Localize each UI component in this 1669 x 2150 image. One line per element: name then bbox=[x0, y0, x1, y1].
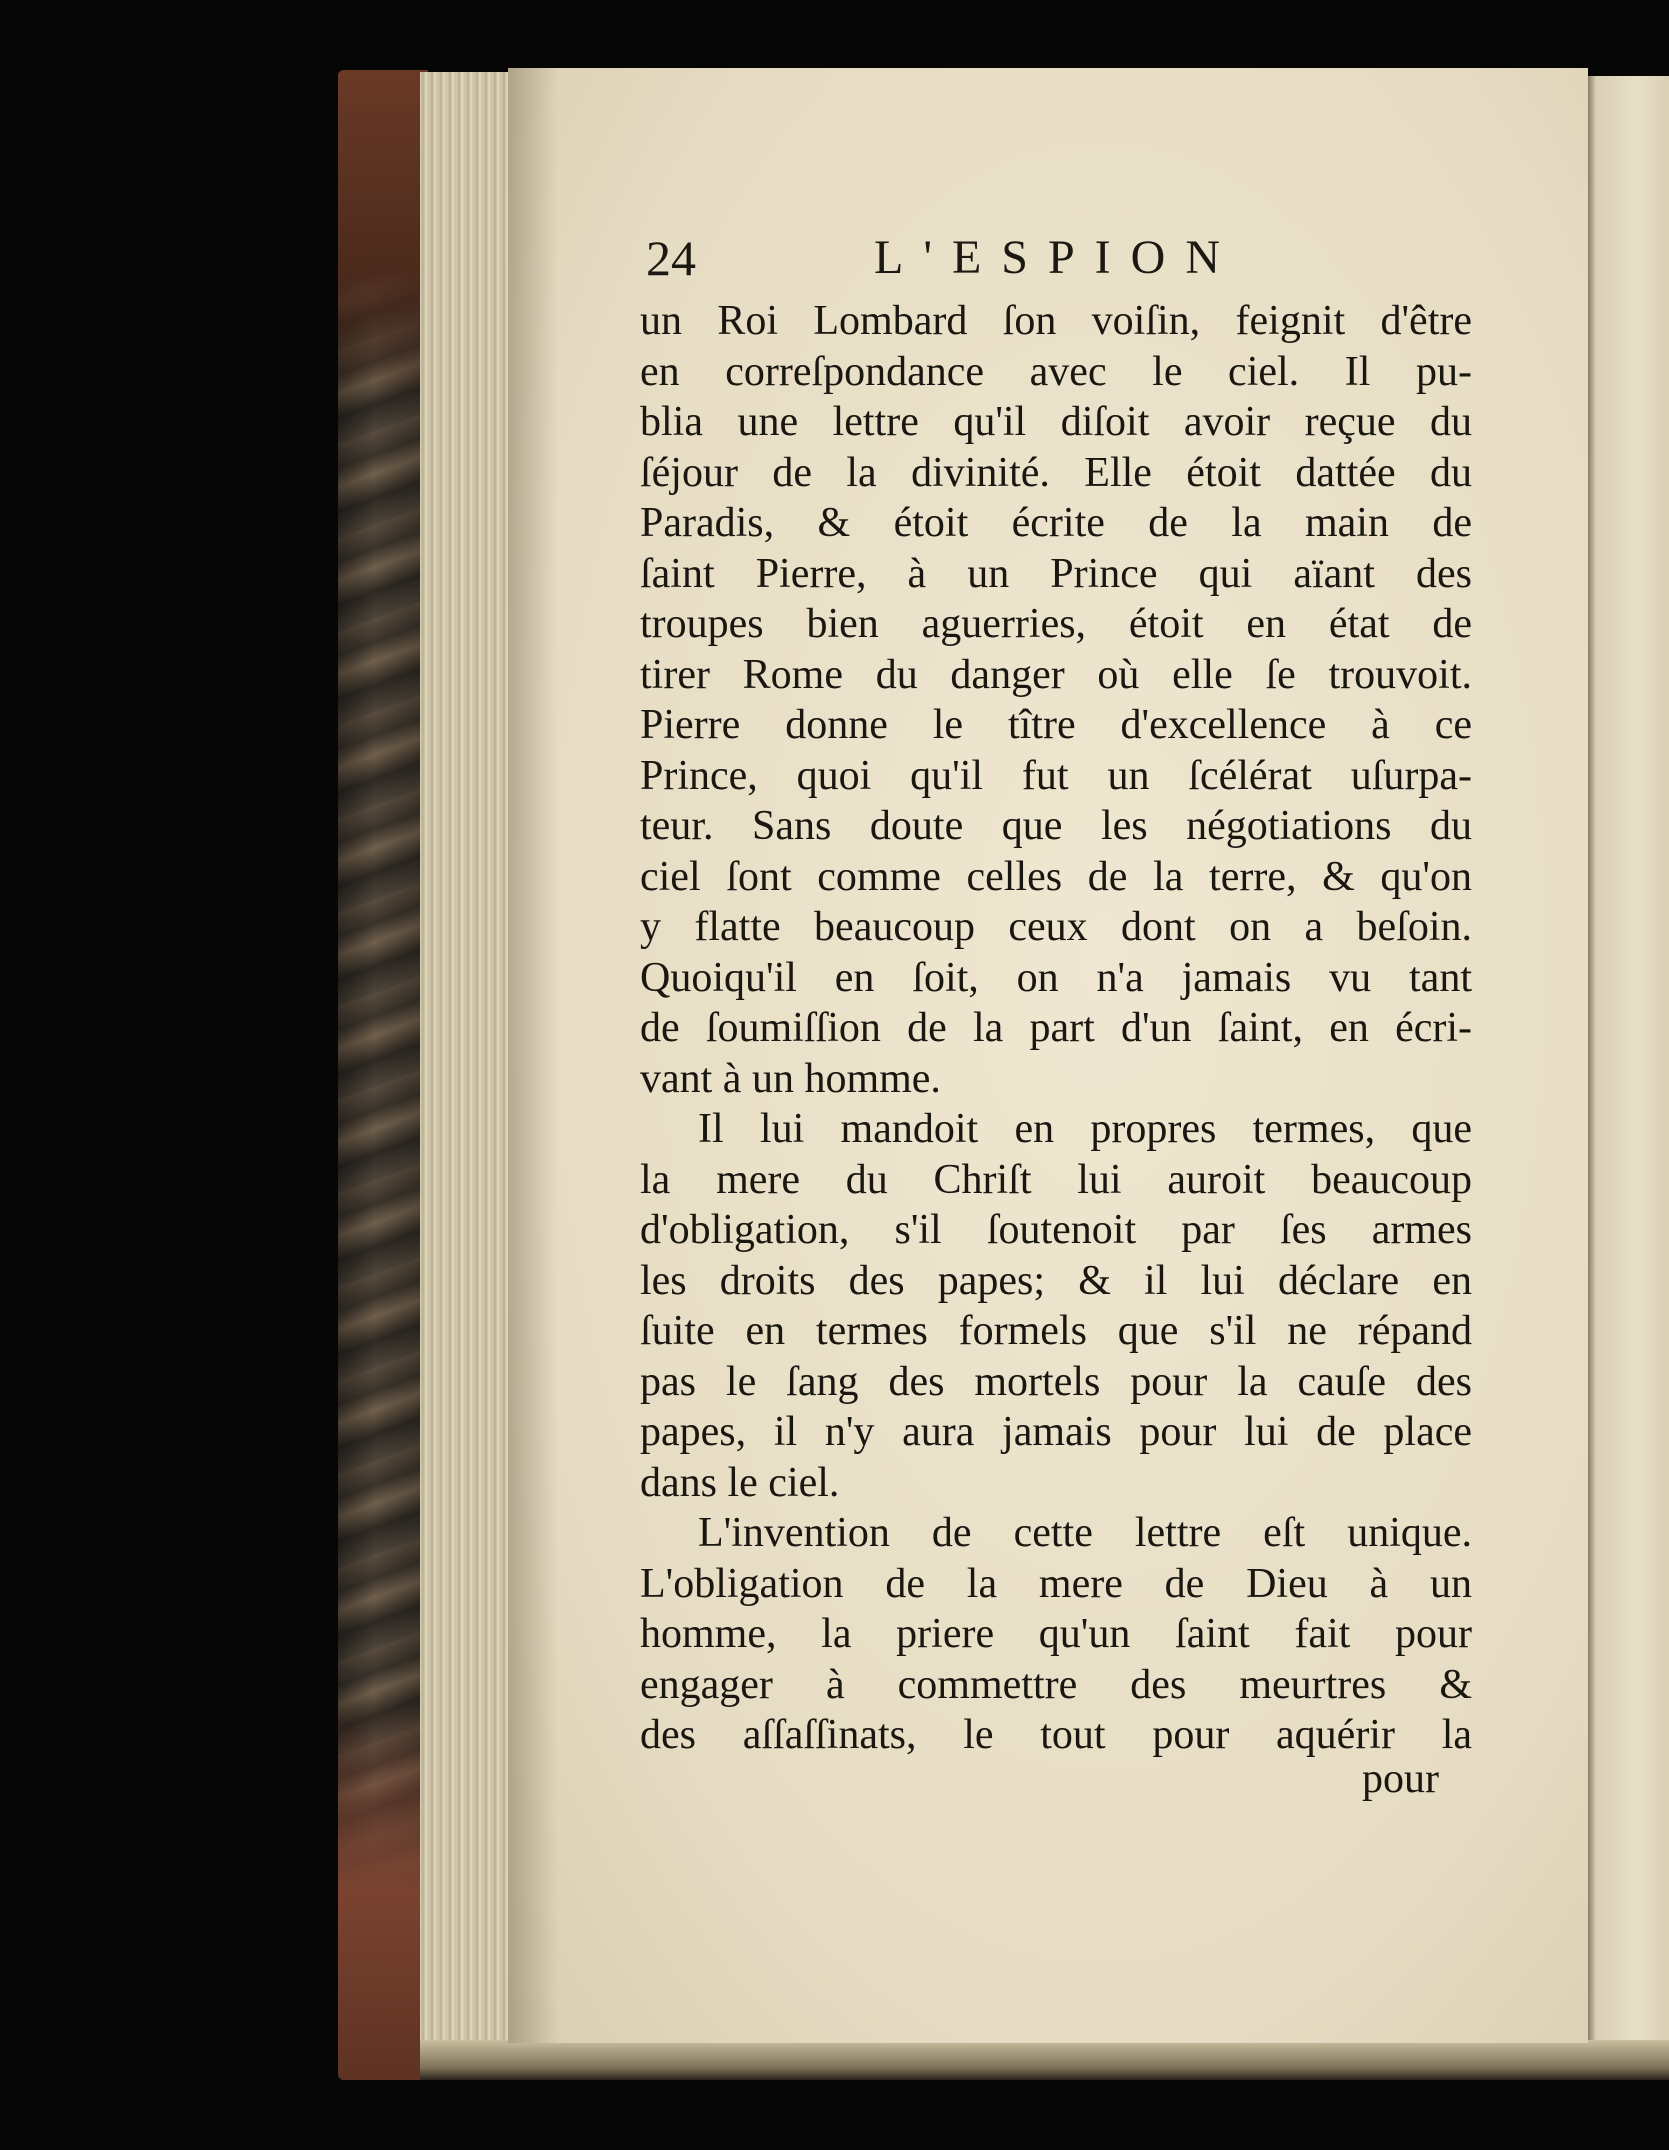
page-header bbox=[646, 228, 1476, 288]
text-line: engager à commettre des meurtres & bbox=[640, 1661, 1472, 1708]
text-line: L'invention de cette lettre eſt unique. bbox=[698, 1510, 1472, 1556]
text-line: ſuite en termes formels que s'il ne répand bbox=[640, 1308, 1472, 1354]
text-line: Paradis, & étoit écrite de la main de bbox=[640, 500, 1472, 546]
text-line: de ſoumiſſion de la part d'un ſaint, en écri- bbox=[640, 1005, 1472, 1051]
running-head: L'ESPION bbox=[874, 231, 1240, 284]
gutter-shadow bbox=[508, 68, 558, 2043]
text-line: en correſpondance avec le ciel. Il pu- bbox=[640, 348, 1472, 395]
text-line: blia une lettre qu'il diſoit avoir reçue du bbox=[640, 399, 1472, 445]
text-line: y flatte beaucoup ceux dont on a beſoin. bbox=[640, 904, 1472, 950]
facing-page-edge bbox=[1588, 76, 1669, 2076]
body-text bbox=[640, 296, 1472, 1761]
text-line: Prince, quoi qu'il fut un ſcélérat uſurpa- bbox=[640, 752, 1472, 799]
text-line: des aſſaſſinats, le tout pour aquérir la bbox=[640, 1712, 1472, 1758]
text-line: Pierre donne le tître d'excellence à ce bbox=[640, 702, 1472, 748]
text-line: les droits des papes; & il lui déclare en bbox=[640, 1257, 1472, 1304]
text-line: un Roi Lombard ſon voiſin, feignit d'être bbox=[640, 298, 1472, 344]
text-line: Quoiqu'il en ſoit, on n'a jamais vu tant bbox=[640, 954, 1472, 1001]
text-line: papes, il n'y aura jamais pour lui de place bbox=[640, 1409, 1472, 1455]
spine-leather-bottom bbox=[338, 1700, 428, 2080]
text-line: Il lui mandoit en propres termes, que bbox=[698, 1106, 1472, 1152]
text-line: ciel ſont comme celles de la terre, & qu'on bbox=[640, 853, 1472, 900]
page-number: 24 bbox=[646, 230, 696, 286]
text-line: d'obligation, s'il ſoutenoit par ſes armes bbox=[640, 1207, 1472, 1253]
catchword: pour bbox=[1362, 1756, 1439, 1802]
text-line: L'obligation de la mere de Dieu à un bbox=[640, 1560, 1472, 1607]
text-line: teur. Sans doute que les négotiations du bbox=[640, 803, 1472, 849]
book-bottom-edge bbox=[420, 2040, 1669, 2080]
text-line: dans le ciel. bbox=[640, 1459, 840, 1506]
text-line: tirer Rome du danger où elle ſe trouvoit. bbox=[640, 651, 1472, 698]
page-edges bbox=[420, 72, 510, 2072]
text-line: troupes bien aguerries, étoit en état de bbox=[640, 601, 1472, 647]
text-line: homme, la priere qu'un ſaint fait pour bbox=[640, 1611, 1472, 1657]
spine-leather-top bbox=[338, 70, 428, 400]
text-line: ſaint Pierre, à un Prince qui aïant des bbox=[640, 550, 1472, 597]
text-line: la mere du Chriſt lui auroit beaucoup bbox=[640, 1156, 1472, 1203]
text-line: pas le ſang des mortels pour la cauſe des bbox=[640, 1358, 1472, 1405]
text-line: ſéjour de la divinité. Elle étoit dattée du bbox=[640, 449, 1472, 496]
text-line: vant à un homme. bbox=[640, 1055, 941, 1102]
